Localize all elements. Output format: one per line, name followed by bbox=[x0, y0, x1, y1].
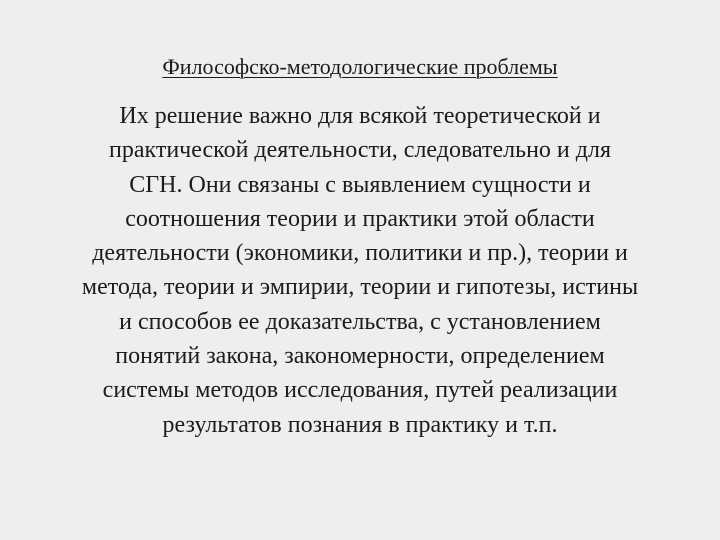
body-line: СГН. Они связаны с выявлением сущности и bbox=[129, 171, 591, 198]
slide-title bbox=[0, 52, 720, 82]
slide-title-text: Философско-методологические проблемы bbox=[162, 54, 558, 79]
body-line: результатов познания в практику и т.п. bbox=[162, 411, 558, 438]
body-line: Их решение важно для всякой теоретической и bbox=[119, 103, 601, 129]
body-line: и способов ее доказательства, с установлением bbox=[119, 308, 601, 335]
body-line: практической деятельности, следовательно и для bbox=[108, 137, 612, 164]
slide-body bbox=[24, 99, 696, 442]
body-line: метода, теории и эмпирии, теории и гипотезы, истины bbox=[81, 274, 639, 301]
body-line: деятельности (экономики, политики и пр.), теории и bbox=[92, 240, 628, 267]
body-line: понятий закона, закономерности, определением bbox=[115, 343, 605, 370]
body-line: системы методов исследования, путей реализации bbox=[102, 377, 618, 404]
body-line: соотношения теории и практики этой области bbox=[125, 205, 595, 232]
